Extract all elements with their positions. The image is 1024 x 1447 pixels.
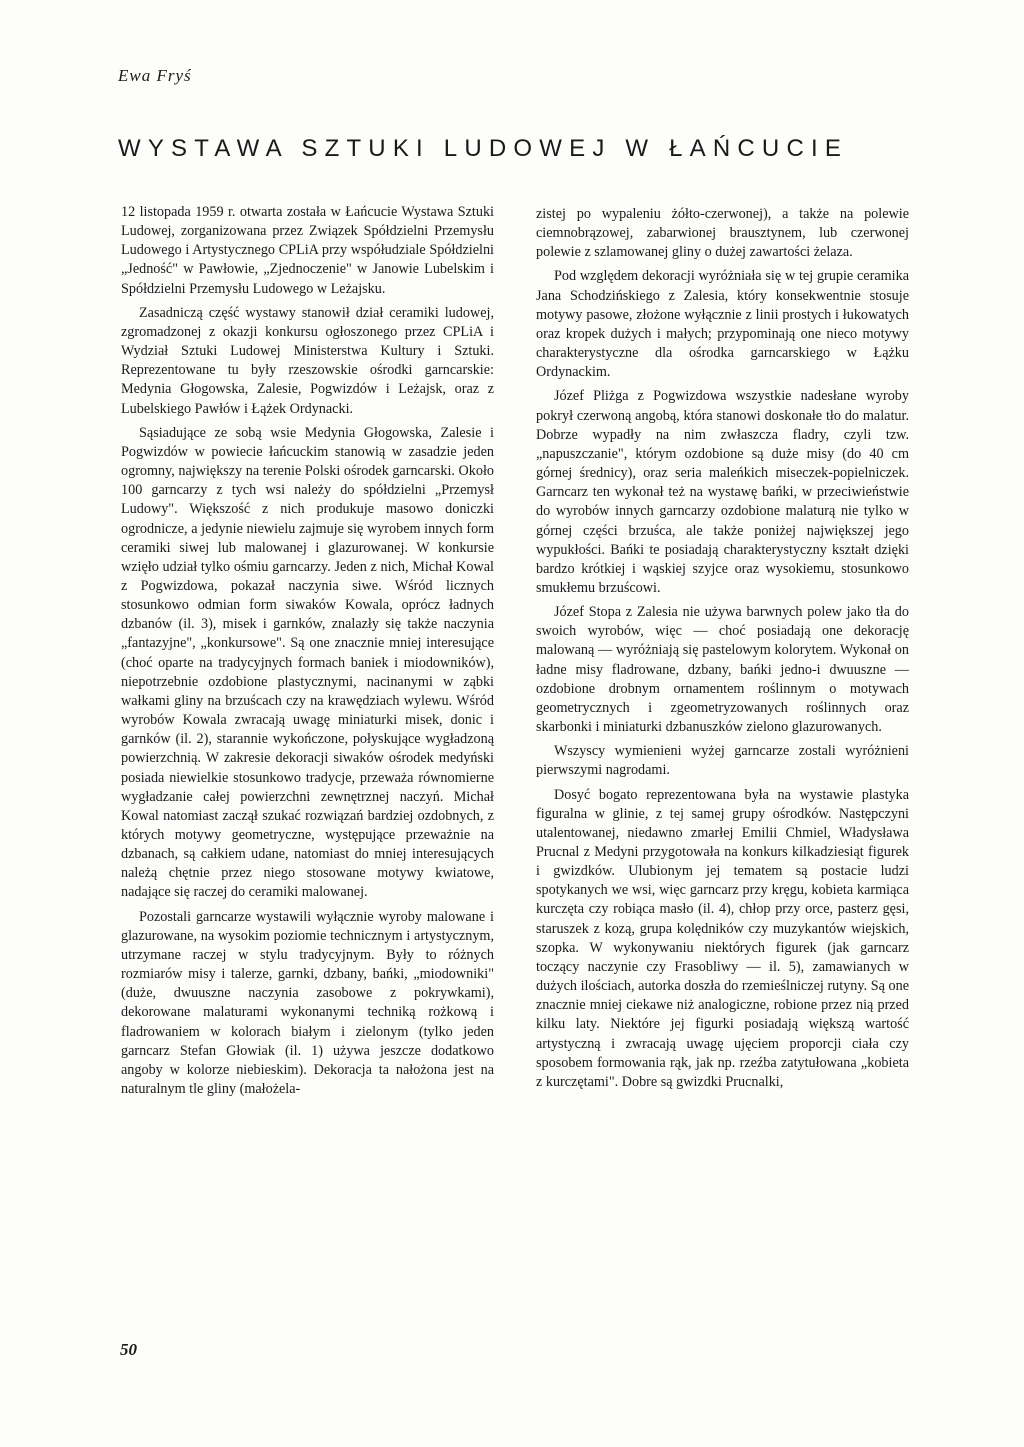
paragraph: Józef Stopa z Zalesia nie używa barwnych polew jako tła do swoich wyrobów, więc — choć posiadają one dekorację malowaną — wyróżniają się pastelowym kolorytem. Wykonał on ładne misy fladrowane, dzbany, bańki jedno-i dwuuszne — ozdobione drobnym ornamentem roślinnym o motywach geometrycznych i zgeometryzowanych roślinnych oraz skarbonki i miniaturki dzbanuszków zielono glazurowanych. <box>536 604 909 736</box>
paragraph: zistej po wypaleniu żółto-czerwonej), a także na polewie ciemnobrązowej, zabarwionej brausztynem, lub czerwonej polewie z szlamowanej gliny o dużej zawartości żelaza. <box>536 206 909 261</box>
author-name: Ewa Fryś <box>118 66 192 85</box>
text-column-left <box>121 203 494 1104</box>
paragraph: Pod względem dekoracji wyróżniała się w tej grupie ceramika Jana Schodzińskiego z Zalesia, który konsekwentnie stosuje motywy pasowe, złożone wyłącznie z linii prostych i łukowatych oraz kropek dużych i małych; przypominają one nieco motywy charakterystyczne dla ośrodka garncarskiego w Łążku Ordynackim. <box>536 268 909 381</box>
paragraph: Sąsiadujące ze sobą wsie Medynia Głogowska, Zalesie i Pogwizdów w powiecie łańcuckim stanowią w zasadzie jeden ogromny, największy na terenie Polski ośrodek garncarski. Około 100 garncarzy z tych wsi należy do spółdzielni „Przemysł Ludowy". Większość z nich produkuje masowo doniczki ogrodnicze, a jedynie niewielu zajmuje się wyrobem innych form ceramiki siwej lub malowanej i glazurowanej. W konkursie wzięło udział tylko ośmiu garncarzy. Jeden z nich, Michał Kowal z Pogwizdowa, pokazał naczynia siwe. Wśród licznych stosunkowo odmian form siwaków Kowala, oprócz ładnych dzbanów (il. 3), misek i garnków, znalazły się także naczynia „fantazyjne", „konkursowe". Są one znacznie mniej interesujące (choć oparte na tradycyjnych formach baniek i miodowników), niepotrzebnie ozdobione plastycznymi, nacinanymi w ząbki wałkami gliny na brzuścach czy na krawędziach wylewu. Wśród wyrobów Kowala zwracają uwagę miniaturki misek, donic i garnków (il. 2), starannie wykończone, połyskujące wygładzoną powierzchnią. W zakresie dekoracji siwaków ośrodek medyński posiada niewielkie stosunkowo tradycje, przeważa równomierne wygładzanie całej powierzchni zewnętrznej naczyń. Michał Kowal natomiast zaczął szukać rozwiązań bardziej ozdobnych, z których motywy geometryczne, występujące przeważnie na dzbanach, są całkiem udane, natomiast do mniej interesujących należą chętnie przez niego stosowane motywy kwiatowe, nadające się raczej do ceramiki malowanej. <box>121 424 494 901</box>
article-title: WYSTAWA SZTUKI LUDOWEJ W ŁAŃCUCIE <box>118 135 849 162</box>
paragraph: Dosyć bogato reprezentowana była na wystawie plastyka figuralna w glinie, z tej samej grupy ośrodków. Następczyni utalentowanej, niedawno zmarłej Emilii Chmiel, Władysława Prucnal z Medyni przygotowała na konkurs kilkadziesiąt figurek i gwizdków. Ulubionym jej tematem są postacie ludzi spotykanych we wsi, więc garncarz przy kręgu, kobieta karmiąca kurczęta czy robiąca masło (il. 4), chłop przy orce, pasterz gęsi, staruszek z kozą, grupa kolędników czy muzykantów wiejskich, szopka. W wykonywaniu niektórych figurek (jak garncarz toczący naczynie czy Frasobliwy — il. 5), zamawianych w dużych ilościach, autorka doszła do rzemieślniczej rutyny. Są one znacznie mniej ciekawe niż analogiczne, robione przez nią przed kilku laty. Niektóre jej figurki posiadają większą wartość artystyczną i zwracają uwagę ujęciem proporcji ciała czy sposobem formowania rąk, jak np. rzeźba zatytułowana „kobieta z kurczętami". Dobre są gwizdki Prucnalki, <box>536 786 909 1090</box>
paragraph: Józef Pliżga z Pogwizdowa wszystkie nadesłane wyroby pokrył czerwoną angobą, która stanowi doskonałe tło do malatur. Dobrze wypadły na nim zwłaszcza fladry, czyli tzw. „napuszczanie", którym ozdobione są duże misy (do 40 cm górnej średnicy), oraz seria maleńkich miseczek-popielniczek. Garncarz ten wykonał też na wystawę bańki, w przeciwieństwie do wyrobów innych garncarzy ozdobione malaturą nie tylko w górnej części brzuśca, ale także poniżej największej jego wypukłości. Bańki te posiadają charakterystyczny kształt dzięki bardzo krótkiej i wąskiej szyjce oraz wysokiemu, stosunkowo smukłemu brzuścowi. <box>536 388 909 596</box>
paragraph: Wszyscy wymienieni wyżej garncarze zostali wyróżnieni pierwszymi nagrodami. <box>536 743 909 779</box>
text-column-right <box>536 205 909 1097</box>
page-number: 50 <box>120 1340 137 1359</box>
paragraph: 12 listopada 1959 r. otwarta została w Łańcucie Wystawa Sztuki Ludowej, zorganizowana przez Związek Spółdzielni Przemysłu Ludowego i Artystycznego CPLiA przy współudziale Spółdzielni „Jedność" w Pawłowie, „Zjednoczenie" w Janowie Lubelskim i Spółdzielni Przemysłu Ludowego w Leżajsku. <box>121 204 494 297</box>
paragraph: Zasadniczą część wystawy stanowił dział ceramiki ludowej, zgromadzonej z okazji konkursu ogłoszonego przez CPLiA i Wydział Sztuki Ludowej Ministerstwa Kultury i Sztuki. Reprezentowane tu były rzeszowskie ośrodki garncarskie: Medynia Głogowska, Zalesie, Pogwizdów i Leżajsk, oraz z Lubelskiego Pawłów i Łążek Ordynacki. <box>121 304 494 417</box>
paragraph: Pozostali garncarze wystawili wyłącznie wyroby malowane i glazurowane, na wysokim poziomie technicznym i artystycznym, utrzymane raczej w stylu tradycyjnym. Były to różnych rozmiarów misy i talerze, garnki, dzbany, bańki, „miodowniki" (duże, dwuuszne naczynia zasobowe z pokrywkami), dekorowane malaturami wykonanymi techniką rożkową i fladrowaniem w kolorach białym i zielonym (tylko jeden garncarz Stefan Głowiak (il. 1) używa jeszcze dodatkowo angoby w kolorze niebieskim). Dekoracja ta nałożona jest na naturalnym tle gliny (małożela- <box>121 908 494 1098</box>
